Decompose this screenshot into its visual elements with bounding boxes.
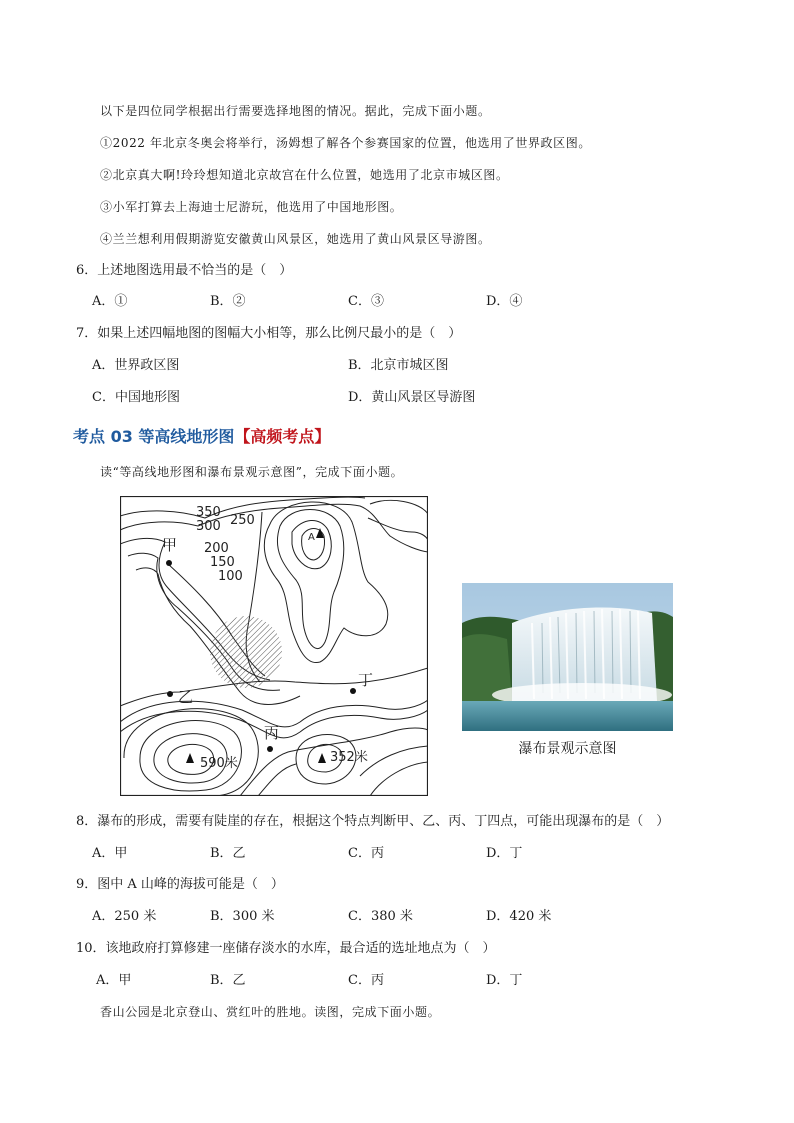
peak-590-label: 590米 <box>200 756 238 771</box>
question-7-stem: 7．如果上述四幅地图的图幅大小相等，那么比例尺最小的是（ ） <box>76 326 462 341</box>
q9-option-c[interactable]: C．380 米 <box>348 909 413 924</box>
q10-option-d[interactable]: D．丁 <box>486 973 523 988</box>
q7-option-c[interactable]: C．中国地形图 <box>92 390 180 405</box>
point-jia-label: 甲 <box>162 536 178 554</box>
contour-label-200: 200 <box>204 541 229 556</box>
contour-label-100: 100 <box>218 569 243 584</box>
section-label: 考点 03 等高线地形图 <box>73 427 235 446</box>
peak-352-label: 352米 <box>330 750 368 765</box>
waterfall-photo <box>462 583 673 731</box>
q8-option-c[interactable]: C．丙 <box>348 846 384 861</box>
q6-option-d[interactable]: D．④ <box>486 294 523 309</box>
question-10-stem: 10．该地政府打算修建一座储存淡水的水库，最合适的选址地点为（ ） <box>76 941 496 956</box>
q10-option-b[interactable]: B．乙 <box>210 973 246 988</box>
intro-text: 以下是四位同学根据出行需要选择地图的情况。据此，完成下面小题。 <box>100 104 491 118</box>
section-heading <box>73 424 330 447</box>
contour-map <box>120 496 428 796</box>
q8-option-b[interactable]: B．乙 <box>210 846 246 861</box>
point-jia-marker <box>166 560 172 566</box>
question-6-stem: 6．上述地图选用最不恰当的是（ ） <box>76 263 293 278</box>
scenario-4: ④兰兰想利用假期游览安徽黄山风景区，她选用了黄山风景区导游图。 <box>100 232 491 246</box>
contour-label-250: 250 <box>230 513 255 528</box>
question-9-stem: 9．图中 A 山峰的海拔可能是（ ） <box>76 877 284 892</box>
contour-label-350: 350 <box>196 505 221 520</box>
contour-label-300: 300 <box>196 519 221 534</box>
question-8-stem: 8．瀑布的形成，需要有陡崖的存在，根据这个特点判断甲、乙、丙、丁四点，可能出现瀑布的是（ ） <box>76 814 670 829</box>
section-tag: 【高频考点】 <box>234 427 331 446</box>
point-yi-marker <box>167 691 173 697</box>
lake-hatched-area <box>210 616 282 688</box>
scenario-2: ②北京真大啊!玲玲想知道北京故宫在什么位置，她选用了北京市城区图。 <box>100 168 509 182</box>
peak-a-label: A <box>308 532 315 543</box>
q9-option-a[interactable]: A．250 米 <box>92 909 157 924</box>
point-ding-label: 丁 <box>358 671 374 689</box>
point-bing-label: 丙 <box>264 724 280 742</box>
map-intro-text: 读“等高线地形图和瀑布景观示意图”，完成下面小题。 <box>100 465 404 479</box>
q8-option-a[interactable]: A．甲 <box>92 846 128 861</box>
q7-option-b[interactable]: B．北京市城区图 <box>348 358 449 373</box>
scenario-1: ①2022 年北京冬奥会将举行，汤姆想了解各个参赛国家的位置，他选用了世界政区图。 <box>100 136 591 150</box>
q10-option-a[interactable]: A．甲 <box>96 973 132 988</box>
q6-option-b[interactable]: B．② <box>210 294 246 309</box>
q7-option-a[interactable]: A．世界政区图 <box>92 358 180 373</box>
q6-option-a[interactable]: A．① <box>92 294 128 309</box>
photo-caption: 瀑布景观示意图 <box>518 741 617 757</box>
point-ding-marker <box>350 688 356 694</box>
point-bing-marker <box>267 746 273 752</box>
q7-option-d[interactable]: D．黄山风景区导游图 <box>348 390 476 405</box>
q8-option-d[interactable]: D．丁 <box>486 846 523 861</box>
contour-label-150: 150 <box>210 555 235 570</box>
point-yi-label: 乙 <box>178 688 194 706</box>
scenario-3: ③小军打算去上海迪士尼游玩，他选用了中国地形图。 <box>100 200 403 214</box>
q10-option-c[interactable]: C．丙 <box>348 973 384 988</box>
q6-option-c[interactable]: C．③ <box>348 294 384 309</box>
q9-option-d[interactable]: D．420 米 <box>486 909 552 924</box>
q9-option-b[interactable]: B．300 米 <box>210 909 275 924</box>
next-intro-text: 香山公园是北京登山、赏红叶的胜地。读图，完成下面小题。 <box>100 1005 441 1019</box>
